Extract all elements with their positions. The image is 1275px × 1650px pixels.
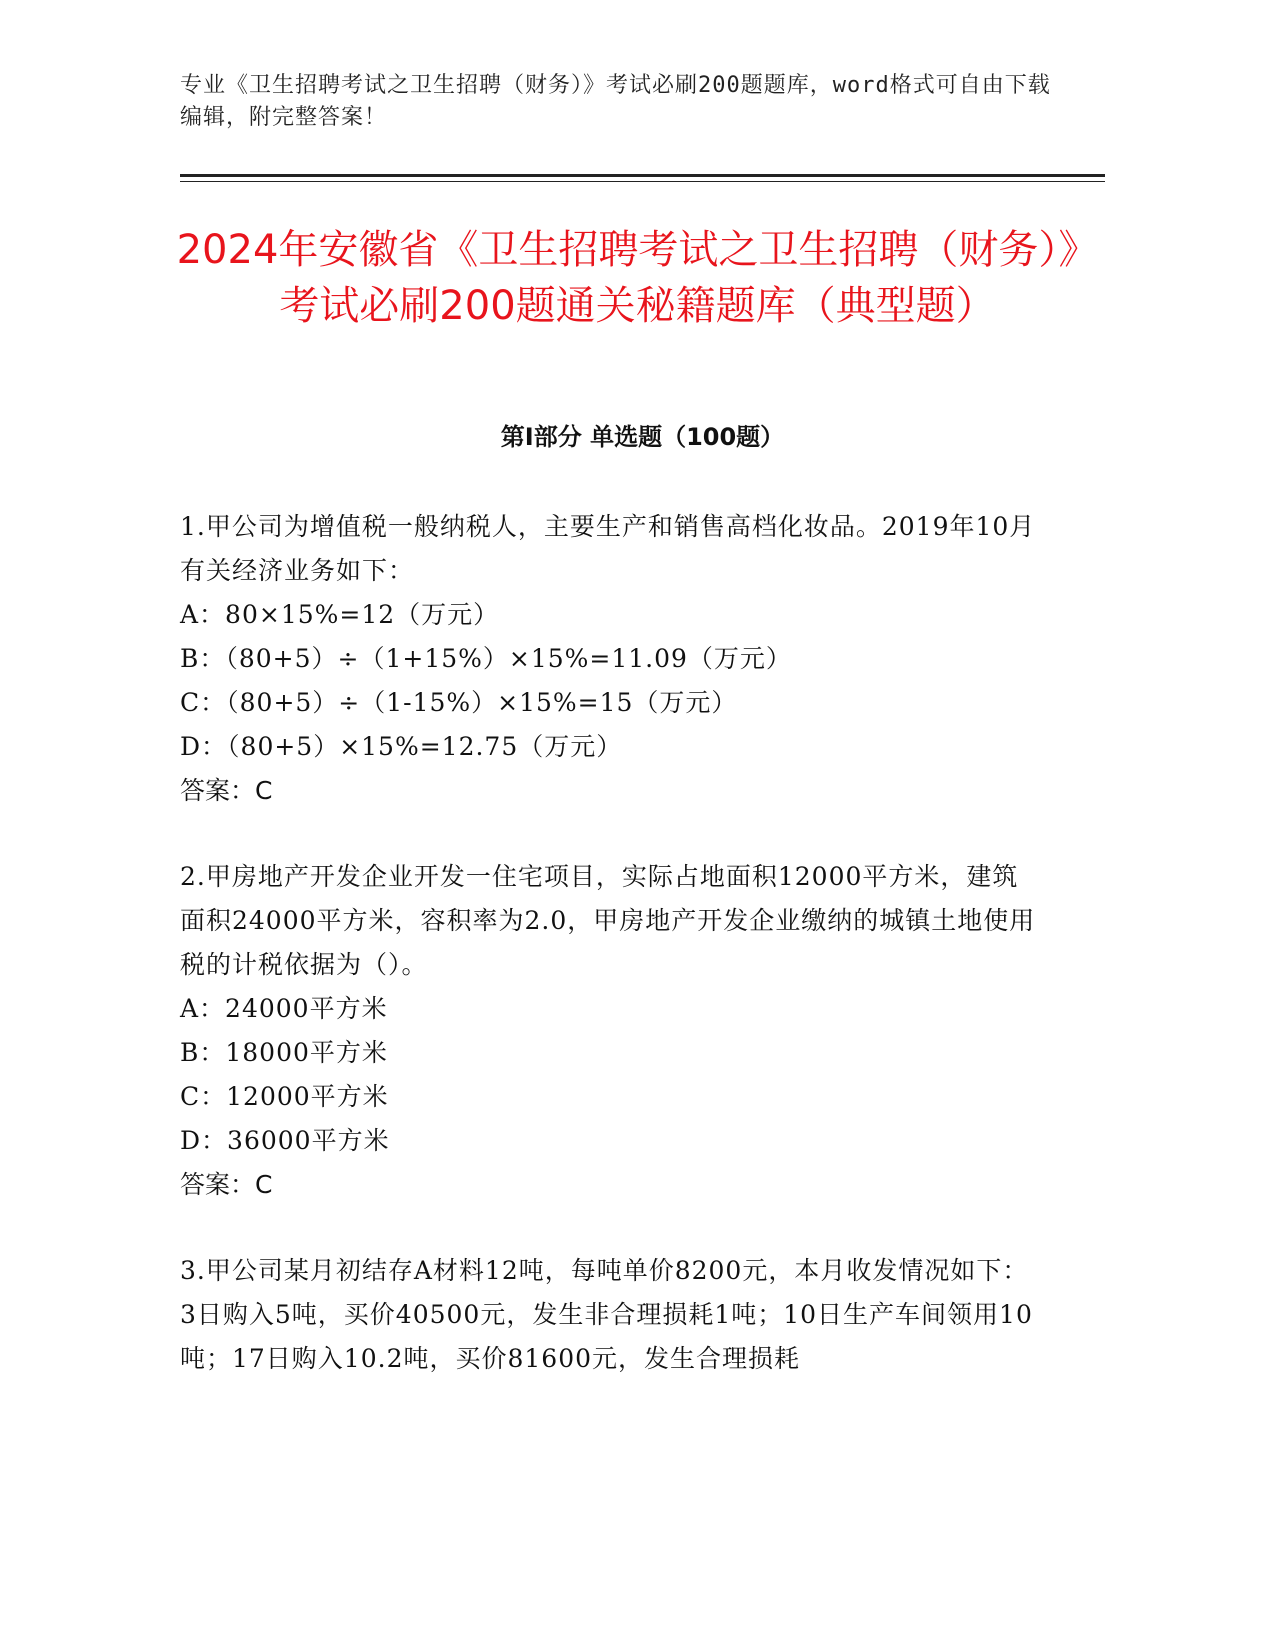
option-c: C：12000平方米 — [180, 1082, 389, 1111]
header-divider-thick — [180, 174, 1105, 177]
question-2 — [180, 855, 1040, 1207]
option-b: B：18000平方米 — [180, 1038, 388, 1067]
question-text: 1.甲公司为增值税一般纳税人，主要生产和销售高档化妆品。2019年10月有关经济业务如下： — [180, 512, 1036, 585]
answer: 答案：C — [180, 776, 273, 805]
option-d: D：（80+5）×15%=12.75（万元） — [180, 732, 623, 761]
question-text: 2.甲房地产开发企业开发一住宅项目，实际占地面积12000平方米，建筑面积24000平方米，容积率为2.0，甲房地产开发企业缴纳的城镇土地使用税的计税依据为（）。 — [180, 862, 1036, 979]
option-c: C：（80+5）÷（1-15%）×15%=15（万元） — [180, 688, 738, 717]
question-1 — [180, 505, 1040, 813]
question-text: 3.甲公司某月初结存A材料12吨，每吨单价8200元，本月收发情况如下：3日购入5吨，买价40500元，发生非合理损耗1吨；10日生产车间领用10吨；17日购入10.2吨，买价81600元，发生合理损耗 — [180, 1256, 1033, 1373]
section-heading: 第Ⅰ部分 单选题（100题） — [500, 423, 785, 451]
document-title: 2024年安徽省《卫生招聘考试之卫生招聘（财务）》考试必刷200题通关秘籍题库（典型题） — [176, 227, 1099, 329]
option-a: A：80×15%=12（万元） — [180, 600, 500, 629]
question-list — [180, 505, 1040, 1423]
option-d: D：36000平方米 — [180, 1126, 390, 1155]
header-divider-thin — [180, 181, 1105, 182]
header-note: 专业《卫生招聘考试之卫生招聘（财务）》考试必刷200题题库，word格式可自由下载编辑，附完整答案！ — [180, 73, 1051, 130]
answer: 答案：C — [180, 1170, 273, 1199]
option-b: B：（80+5）÷（1+15%）×15%=11.09（万元） — [180, 644, 792, 673]
question-3 — [180, 1249, 1040, 1381]
option-a: A：24000平方米 — [180, 994, 388, 1023]
